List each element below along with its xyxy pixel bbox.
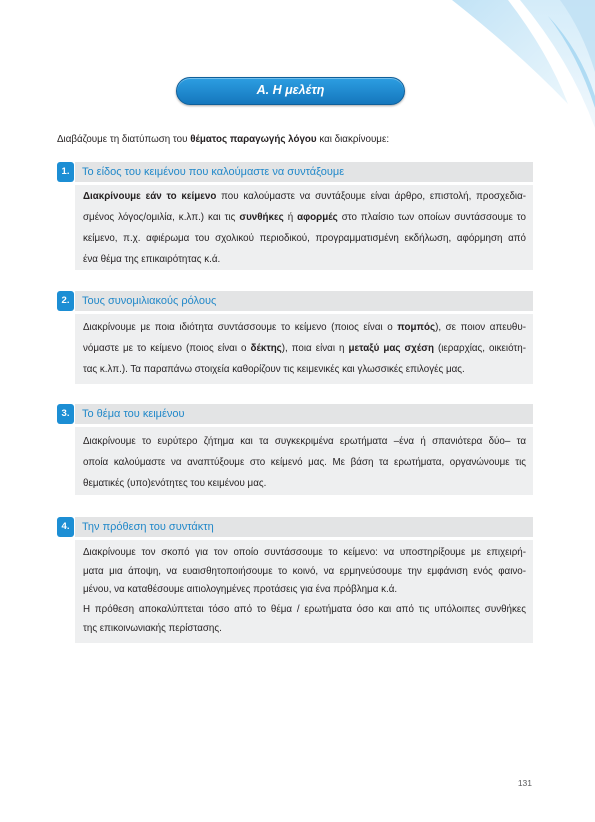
section-number-badge: 3. [57,404,74,424]
bold-term: δέκτης [250,343,282,354]
section-number-badge: 2. [57,291,74,311]
text-segment: Διακρίνουμε το ευρύτερο ζήτημα και τα συγκεκριμένα ερωτήματα –ένα ή σπανιότερα δύο– τα [83,436,526,447]
body-line [83,186,526,207]
text-segment: Διακρίνουμε τον σκοπό για τον οποίο συντάσσουμε το κείμενο: να υποστηρίξουμε με επιχειρή- [83,547,526,558]
text-segment: ), σε ποιον απευθυ- [435,322,526,333]
decorative-swoosh [400,0,595,140]
body-line [83,228,526,249]
body-line [83,359,526,380]
text-segment: Η πρόθεση αποκαλύπτεται τόσο από το θέμα / ερωτήματα όσο και από τις υπόλοιπες συνθήκες [83,604,526,615]
section-title-pill [176,77,405,105]
text-segment: οποία καλούμαστε να αναπτύξουμε στο κείμενό μας. Με βάση τα ερωτήματα, οργανώνουμε τις [83,457,526,468]
body-line [83,249,526,270]
section-heading: Τους συνομιλιακούς ρόλους [75,291,533,311]
page-number: 131 [517,778,532,788]
text-segment: μένου, να καταθέσουμε αιτιολογημένες προτάσεις για ένα πρόβλημα κ.ά. [83,584,398,595]
paragraph [83,317,526,380]
text-segment: και διακρίνουμε: [316,134,390,145]
section-body [75,540,533,643]
section-4 [57,517,533,634]
paragraph [83,431,526,494]
section-body [75,185,533,270]
paragraph [83,544,526,600]
section-number-badge: 4. [57,517,74,537]
section-body [75,314,533,384]
section-2 [57,291,533,375]
section-heading: Το θέμα του κειμένου [75,404,533,424]
text-segment: ), ποια είναι η [281,343,349,354]
text-segment: ένα θέμα της επικαιρότητας κ.ά. [83,254,221,265]
text-segment: στο πλαίσιο των οποίων συντάσσουμε το [337,212,526,223]
text-segment: θεματικές (υπο)ενότητες του κειμένου μας. [83,478,267,489]
text-segment: νόμαστε με το κείμενο (ποιος είναι ο [83,343,251,354]
body-line [83,581,526,600]
body-line [83,452,526,473]
text-segment: σμένος λόγος/ομιλία, κ.λπ.) και τις [83,212,240,223]
body-line [83,431,526,452]
text-segment: της επικοινωνιακής περίστασης. [83,622,222,634]
bold-term: συνθήκες [239,212,284,223]
body-line [83,338,526,359]
bold-term: πομπός [397,322,436,333]
section-number-badge: 1. [57,162,74,182]
body-line [83,207,526,228]
text-segment: Διακρίνουμε με ποια ιδιότητα συντάσσουμε το κείμενο (ποιος είναι ο [83,322,398,333]
section-heading: Την πρόθεση του συντάκτη [75,517,533,537]
bold-term: θέματος παραγωγής λόγου [190,134,317,145]
text-segment: κείμενο, π.χ. αφιέρωμα του σχολικού περιοδικού, προγραμματισμένη εκδήλωση, αφόρμηση από [83,233,526,244]
text-segment: τας κ.λπ.). Τα παραπάνω στοιχεία καθορίζουν τις κειμενικές και γλωσσικές επιλογές μας. [83,364,465,375]
text-segment: ματα μια άποψη, να ευαισθητοποιήσουμε το κοινό, να ερμηνεύσουμε την εμφάνιση ενός φαινο- [83,565,526,577]
body-line [83,563,526,582]
text-segment: ή [283,212,298,223]
text-segment: Διαβάζουμε τη διατύπωση του [57,134,191,145]
body-line [83,544,526,563]
section-1 [57,162,533,265]
body-line [83,601,526,620]
body-line [83,473,526,494]
body-line [83,317,526,338]
intro-text [57,133,527,147]
bold-term: μεταξύ μας σχέση [348,343,434,354]
section-title: Α. Η μελέτη [256,83,325,97]
body-line [83,620,526,639]
section-heading: Το είδος του κειμένου που καλούμαστε να συντάξουμε [75,162,533,182]
text-segment: που καλούμαστε να συντάξουμε είναι άρθρο, επιστολή, προσχεδια- [216,191,527,202]
section-body [75,427,533,495]
paragraph [83,601,526,638]
section-3 [57,404,533,489]
bold-term: αφορμές [297,212,338,223]
bold-term: Διακρίνουμε εάν το κείμενο [83,191,217,202]
paragraph [83,186,526,270]
text-segment: (ιεραρχίας, οικειότη- [433,343,526,354]
